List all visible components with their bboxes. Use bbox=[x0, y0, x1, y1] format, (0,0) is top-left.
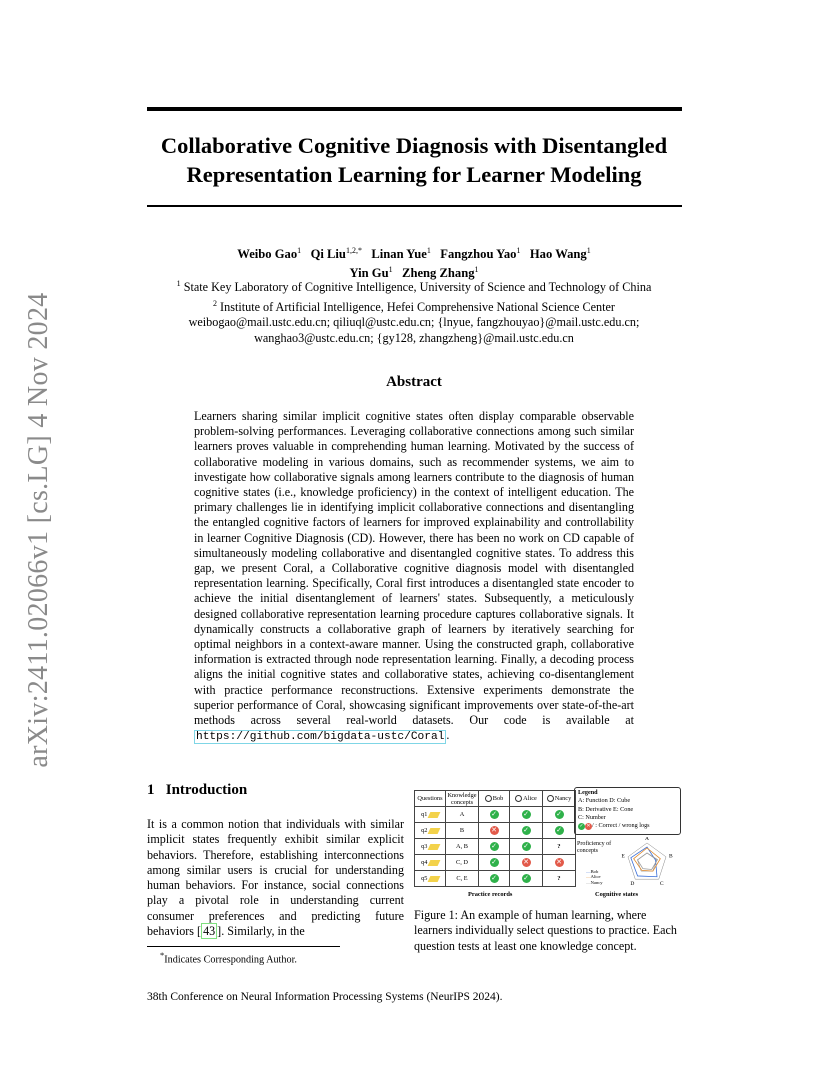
title-top-rule bbox=[147, 107, 682, 111]
table-header: Questions bbox=[415, 791, 446, 807]
title-bottom-rule bbox=[147, 205, 682, 207]
cognitive-states-label: Cognitive states bbox=[595, 891, 639, 898]
figure-1 bbox=[414, 787, 684, 903]
question-cell: q5 bbox=[415, 871, 446, 887]
question-cell: q2 bbox=[415, 823, 446, 839]
radar-axis-label: A bbox=[645, 837, 649, 842]
footnote-rule bbox=[147, 946, 340, 947]
bob-cell bbox=[479, 871, 510, 887]
cross-icon: ✕ bbox=[491, 826, 497, 834]
alice-cell bbox=[510, 871, 543, 887]
person-icon bbox=[515, 795, 522, 802]
table-header: Knowledge concepts bbox=[447, 791, 477, 806]
table-row bbox=[415, 855, 576, 871]
practice-records-label: Practice records bbox=[468, 891, 513, 898]
abstract-body: Learners sharing similar implicit cognitive states often display comparable observable problem-solving performances. Leveraging collaborative connections among such similar learners proves valuable in comprehending human learning. Motivated by the success of collaborative modeling in various domains, such as recommender systems, we aim to investigate how collaborative signals among learners contribute to the diagnosis of human cognitive states (i.e., knowledge proficiency) in the context of intelligent education. The primary challenges lie in identifying implicit collaborative connections and disentangling the entangled cognitive factors of learners for improved explainability and controllability in learner Cognitive Diagnosis (CD). However, there has been no work on CD capable of simultaneously modeling collaborative and disentangled cognitive states. To address this gap, we present Coral, a Collaborative cognitive diagnosis model with disentangled representation learning. Specifically, Coral first introduces a disentangled state encoder to achieve the initial disentanglement of learners' states. Subsequently, a meticulously designed collaborative representation learning procedure captures collaborative signals. It dynamically constructs a collaborative graph of learners by iteratively searching for optimal neighbors in a context-aware manner. Using the constructed graph, collaborative information is extracted through node representation learning. Finally, a decoding process aligns the initial cognitive states and collaborative states, achieving co-disentanglement with practice performance reconstructions. Extensive experiments demonstrate the superior performance of Coral, showcasing significant improvements over state-of-the-art methods across several real-world datasets. Our code is available at https://github.com/bigdata-ustc/Coral . bbox=[194, 409, 634, 744]
check-icon: ✓ bbox=[556, 810, 562, 818]
check-icon: ✓ bbox=[491, 858, 497, 866]
legend-line: A: Function D: Cube bbox=[578, 797, 631, 805]
radar-legend-item: —Alice bbox=[586, 874, 601, 880]
check-icon: ✓ bbox=[491, 810, 497, 818]
affiliation-1: $^1$ State Key Laboratory of Cognitive Intelligence, University of Science and Technology of China bbox=[176, 279, 652, 295]
cross-icon: ✕ bbox=[586, 824, 591, 830]
bob-cell bbox=[479, 823, 510, 839]
radar-legend bbox=[586, 869, 603, 885]
concepts-cell: C, E bbox=[446, 871, 479, 887]
author: Yin Gu$^1$ bbox=[349, 265, 393, 281]
nancy-cell bbox=[543, 839, 576, 855]
radar-axis-label: D bbox=[630, 881, 635, 888]
author: Zheng Zhang$^1$ bbox=[402, 265, 479, 281]
bob-cell bbox=[479, 839, 510, 855]
table-header: Alice bbox=[510, 791, 543, 807]
cross-icon: ✕ bbox=[556, 858, 562, 866]
bob-cell bbox=[479, 807, 510, 823]
question-cell: q4 bbox=[415, 855, 446, 871]
pencil-icon bbox=[428, 812, 441, 818]
legend-line: ✓ ✕/ : Correct / wrong logs bbox=[579, 822, 650, 830]
concepts-cell: A bbox=[446, 807, 479, 823]
nancy-cell bbox=[543, 871, 576, 887]
nancy-cell bbox=[543, 855, 576, 871]
author: Linan Yue$^1$ bbox=[371, 246, 431, 262]
radar-series-bob bbox=[631, 847, 657, 877]
table-row bbox=[415, 839, 576, 855]
nancy-cell bbox=[543, 807, 576, 823]
author: Qi Liu$^{1,2,*}$ bbox=[310, 246, 362, 262]
section-heading: 1 Introduction bbox=[147, 782, 248, 798]
table-header: Nancy bbox=[543, 791, 576, 807]
bob-cell bbox=[479, 855, 510, 871]
alice-cell bbox=[510, 839, 543, 855]
title-line-1: Collaborative Cognitive Diagnosis with Disentangled bbox=[160, 133, 668, 158]
figure-caption: Figure 1: An example of human learning, where learners individually select questions to practice. Each question tests at least one knowledge concept. bbox=[414, 908, 677, 953]
arxiv-stamp: arXiv:2411.02066v1 [cs.LG] 4 Nov 2024 bbox=[23, 292, 54, 768]
table-header: Bob bbox=[479, 791, 510, 807]
table-row bbox=[415, 823, 576, 839]
radar-plot bbox=[622, 837, 673, 887]
citation-link[interactable]: 43 bbox=[203, 924, 216, 939]
concepts-cell: B bbox=[446, 823, 479, 839]
table-row bbox=[415, 807, 576, 823]
legend-line: B: Derivative E: Cone bbox=[578, 805, 634, 813]
pencil-icon bbox=[428, 828, 441, 834]
pencil-icon bbox=[428, 844, 441, 850]
check-icon: ✓ bbox=[579, 824, 584, 830]
pencil-icon bbox=[428, 876, 441, 882]
conference-note: 38th Conference on Neural Information Processing Systems (NeurIPS 2024). bbox=[147, 991, 503, 1003]
table-row bbox=[415, 871, 576, 887]
footnote: *Indicates Corresponding Author. bbox=[160, 950, 297, 966]
concepts-cell: A, B bbox=[446, 839, 479, 855]
intro-paragraph: It is a common notion that individuals with similar implicit states frequently exhibit similar explicit behaviors. Therefore, establishing interconnections among similar users is crucial for understanding human behaviors. For instance, social connections play a pivotal role in understanding current consumer preferences and predicting future behaviors [ 43 ]. Similarly, in the bbox=[147, 817, 404, 939]
alice-cell bbox=[510, 807, 543, 823]
practice-records-table bbox=[414, 790, 576, 887]
unknown-mark: ? bbox=[557, 875, 561, 882]
radar-axis-label: B bbox=[668, 853, 673, 860]
person-icon bbox=[547, 795, 554, 802]
unknown-mark: ? bbox=[557, 843, 561, 850]
concepts-cell: C, D bbox=[446, 855, 479, 871]
check-icon: ✓ bbox=[523, 842, 529, 850]
affiliations bbox=[130, 276, 698, 346]
figure-legend bbox=[574, 787, 681, 835]
nancy-cell bbox=[543, 823, 576, 839]
author: Fangzhou Yao$^1$ bbox=[440, 246, 521, 262]
affiliation-2: $^2$ Institute of Artificial Intelligence, Hefei Comprehensive National Science Center bbox=[213, 298, 615, 314]
paper-title bbox=[130, 131, 698, 189]
alice-cell bbox=[510, 855, 543, 871]
check-icon: ✓ bbox=[523, 810, 529, 818]
radar-legend-item: —Bob bbox=[586, 869, 599, 874]
check-icon: ✓ bbox=[491, 842, 497, 850]
abstract-heading: Abstract bbox=[386, 374, 442, 390]
radar-legend-item: —Nancy bbox=[586, 879, 603, 885]
proficiency-label: Proficiency of concepts bbox=[577, 841, 612, 854]
person-icon bbox=[485, 795, 492, 802]
author: Hao Wang$^1$ bbox=[529, 246, 591, 262]
author: Weibo Gao$^1$ bbox=[237, 246, 302, 262]
question-cell: q3 bbox=[415, 839, 446, 855]
check-icon: ✓ bbox=[523, 874, 529, 882]
code-link[interactable]: https://github.com/bigdata-ustc/Coral bbox=[196, 731, 445, 744]
check-icon: ✓ bbox=[491, 874, 497, 882]
legend-line: C: Number bbox=[578, 813, 606, 821]
check-icon: ✓ bbox=[556, 826, 562, 834]
legend-title: Legend bbox=[578, 789, 598, 796]
email-line-1: weibogao@mail.ustc.edu.cn; qiliuql@ustc.edu.cn; {lnyue, fangzhouyao}@mail.ustc.edu.cn; bbox=[188, 315, 640, 330]
title-line-2: Representation Learning for Learner Modeling bbox=[186, 162, 642, 187]
radar-axis-label: E bbox=[621, 853, 625, 860]
pencil-icon bbox=[428, 860, 441, 866]
radar-axis-label: C bbox=[659, 881, 664, 888]
email-line-2: wanghao3@ustc.edu.cn; {gy128, zhangzheng}@mail.ustc.edu.cn bbox=[254, 330, 574, 345]
alice-cell bbox=[510, 823, 543, 839]
check-icon: ✓ bbox=[523, 826, 529, 834]
cross-icon: ✕ bbox=[523, 858, 529, 866]
question-cell: q1 bbox=[415, 807, 446, 823]
